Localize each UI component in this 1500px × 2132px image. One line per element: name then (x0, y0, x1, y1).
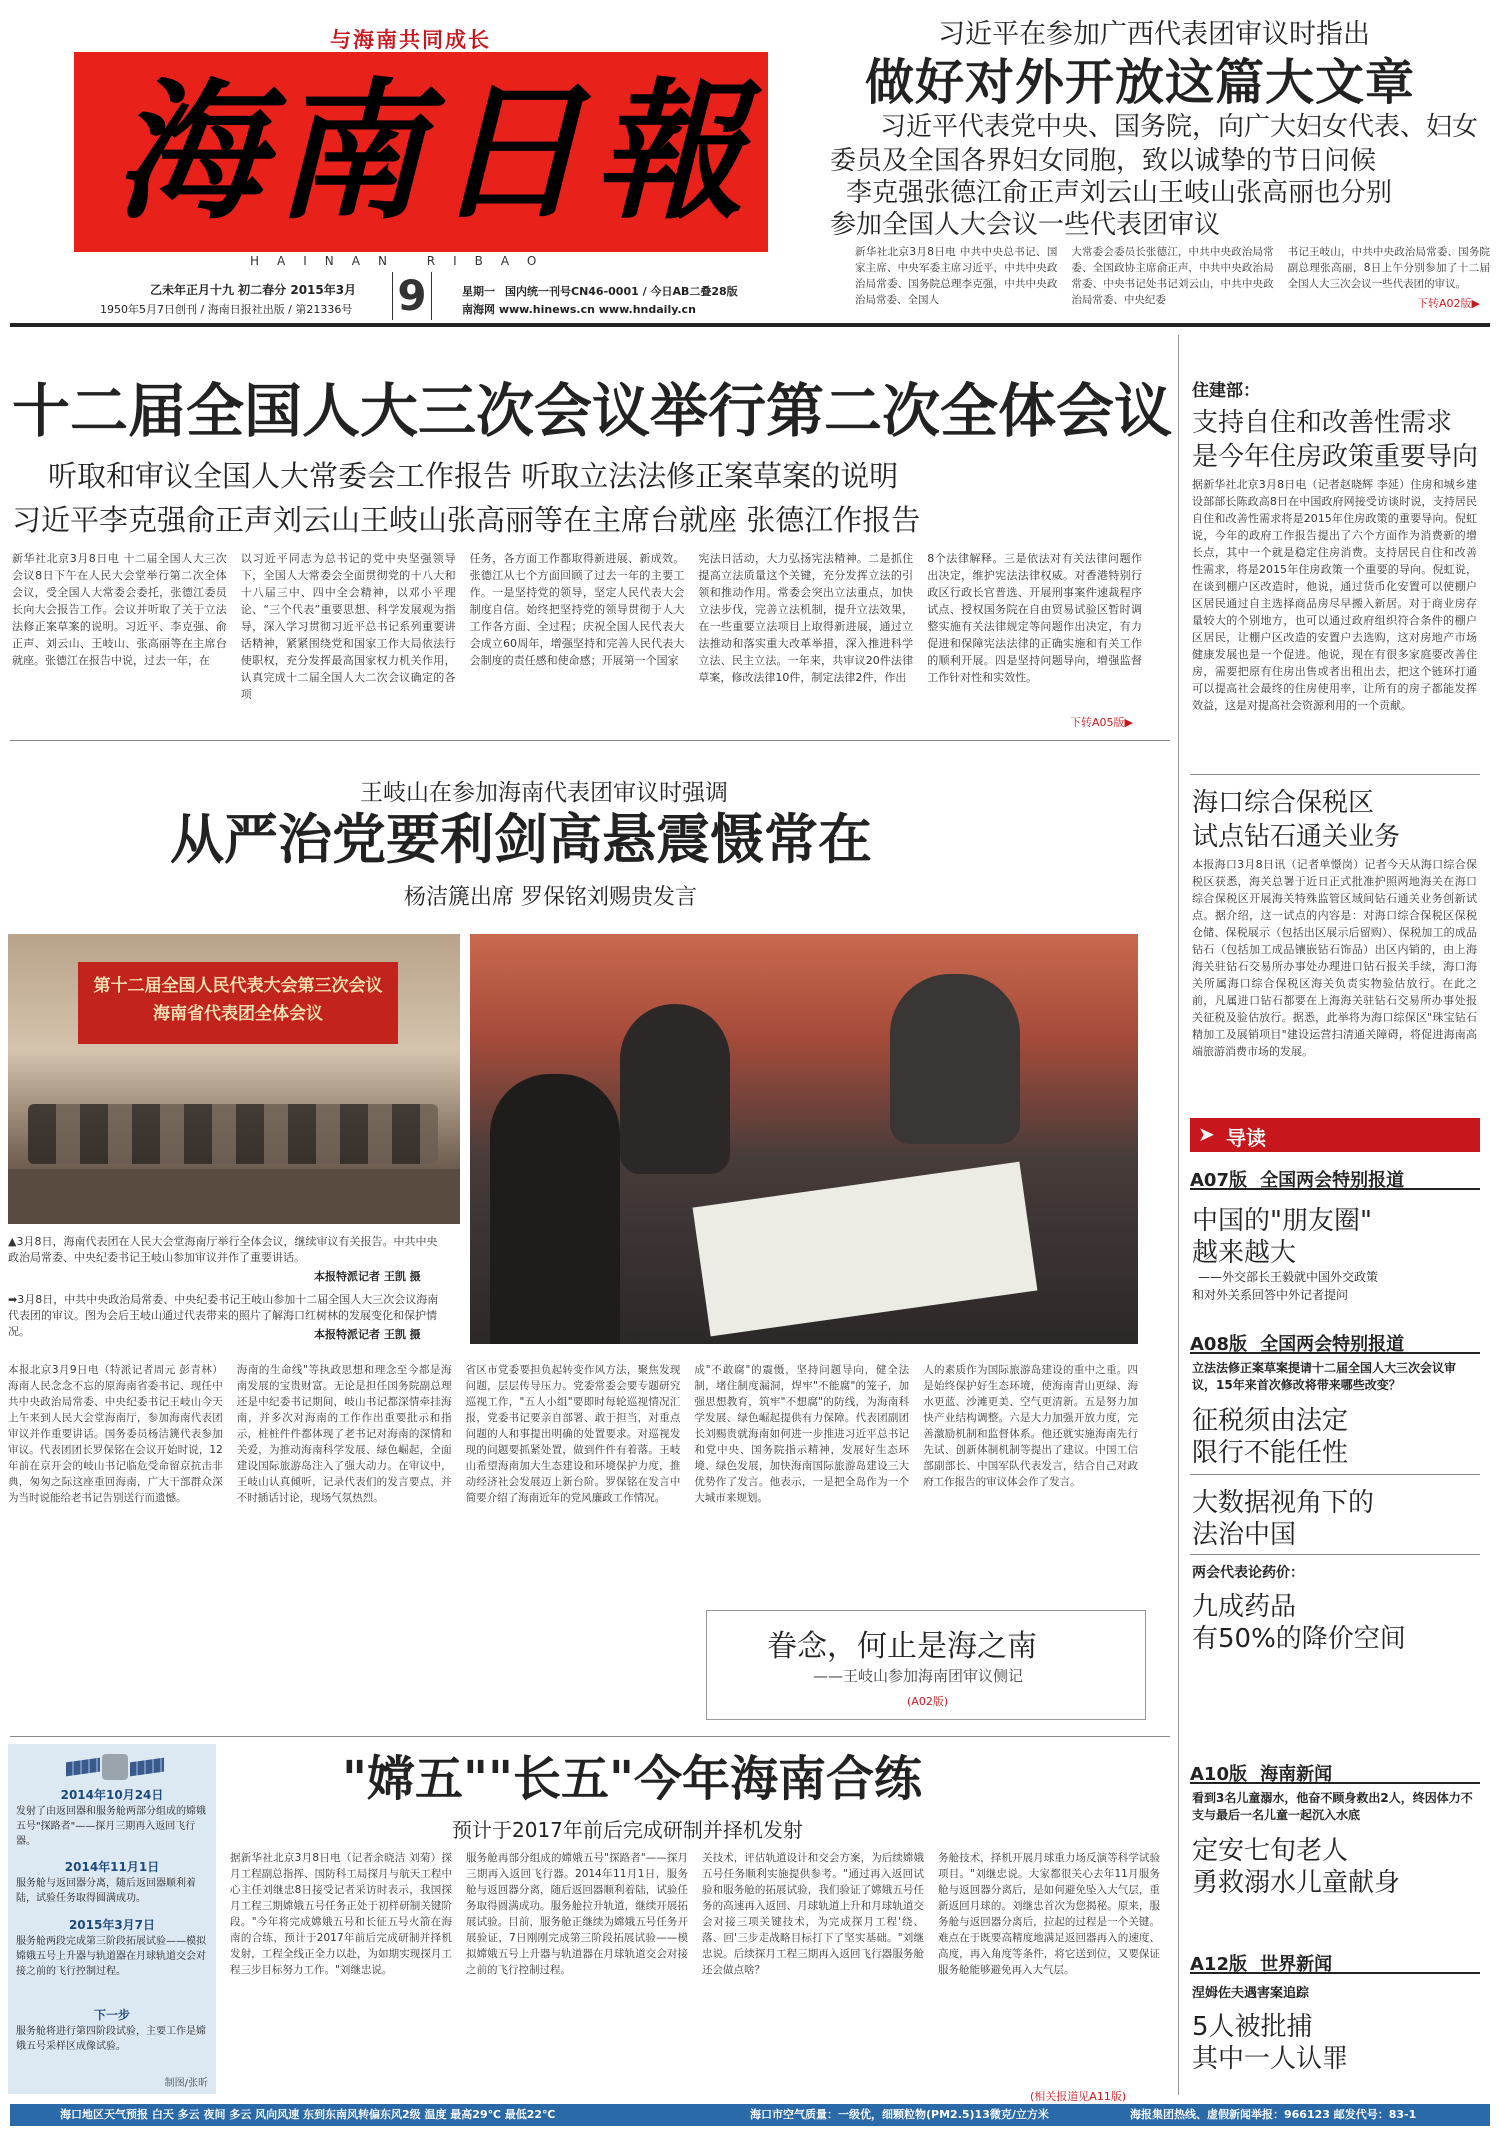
wang-photo (470, 934, 1138, 1344)
main-story-sub1: 听取和审议全国人大常委会工作报告 听取立法法修正案草案的说明 (48, 459, 899, 493)
main-story-col: 新华社北京3月8日电 十二届全国人大三次会议8日下午在人民大会堂举行第二次全体会议，受全国人大常委会委托，张德江委员长向大会报告工作。会议并听取了关于立法法修正案草案的说明。习近平、李克强、俞正声、刘云山、王岐山、张高丽等在主席台就座。张德江在报告中说，过去一年，在 (12, 552, 227, 667)
wang-photo-figure (490, 1074, 620, 1344)
footer-bar (10, 2104, 1490, 2126)
wang-story (0, 740, 1178, 1730)
timeline-next-label: 下一步 (93, 2008, 130, 2022)
wang-photo-figure (890, 974, 1020, 1144)
timeline-credit: 制图/张昕 (164, 2078, 208, 2089)
guide-a10-bar (1190, 1760, 1480, 1784)
wang-story-col: 海南的生命线"等执政思想和理念至今都是海南发展的宝贵财富。无论是担任国务院副总理还是中纪委书记期间，岐山书记都深情牵挂海南，并多次对海南的工作作出重要批示和指示，桩桩件件都体现了老书记对海南的深情和关爱，为推动海南科学发展、绿色崛起，全面建设国际旅游岛注入了强大动力。在审议中，王岐山认真倾听，记录代表们的发言要点，并不时插话讨论，现场气氛热烈。 (236, 1364, 452, 1504)
top-story-col: 新华社北京3月8日电 中共中央总书记、国家主席、中央军委主席习近平，中共中央政治局常委、国务院总理李克强，中共中央政治局常委、全国人 (855, 246, 1058, 306)
timeline-text-1: 发射了由返回器和服务舱两部分组成的嫦娥五号"探路者"——探月三期再入返回飞行器。 (16, 1806, 206, 1847)
guide-drug-headline-1: 九成药品 (1192, 1592, 1297, 1622)
top-story-jump[interactable]: 下转A02版▶ (1417, 297, 1480, 310)
main-story (0, 330, 1180, 730)
guide-a07-bar (1190, 1166, 1480, 1190)
guide-a07-headline-1: 中国的"朋友圈" (1192, 1206, 1372, 1236)
bonded-headline-1: 海口综合保税区 (1192, 788, 1375, 818)
footer-weather: 海口地区天气预报 白天 多云 夜间 多云 风向风速 东到东南风转偏东风2级 温度 最高29℃ 最低22℃ (60, 2108, 556, 2121)
meeting-photo-caption: ▲3月8日，海南代表团在人民大会堂海南厅举行全体会议，继续审议有关报告。中共中央政治局常委、中央纪委书记王岐山参加审议并作了重要讲话。 (8, 1235, 438, 1264)
masthead-logo-title: 海南日報 (114, 64, 755, 240)
pullquote[interactable] (706, 1610, 1146, 1720)
guide-drug-headline-2: 有50%的降价空间 (1192, 1624, 1406, 1654)
top-story-headline: 做好对外开放这篇大文章 (865, 54, 1416, 111)
guide-a08-headline-1: 征税须由法定 (1192, 1406, 1349, 1436)
timeline-next-text: 服务舱将进行第四阶段试验，主要工作是嫦娥五号采样区成像试验。 (16, 2026, 206, 2052)
masthead-day: 9 (392, 272, 432, 320)
top-story-col: 大常委会委员长张德江，中共中央政治局常委、全国政协主席俞正声，中共中央政治局常委、中央书记处书记刘云山，中共中央政治局常委、中央纪委 (1071, 246, 1274, 306)
wang-story-col: 成"不敢腐"的震慑，坚持问题导向，健全法制，堵住制度漏洞，焊牢"不能腐"的笼子，加强思想教育，筑牢"不想腐"的防线，为海南科学发展、绿色崛起提供有力保障。代表团副团长刘赐贵就海南如何进一步推进习近平总书记和党中央、国务院指示精神，发展好生态环境、绿色发展，加快海南国际旅游岛建设三大优势作了发言。他表示，一是把全岛作为一个大城市来规划。 (694, 1364, 910, 1504)
masthead-website: 南海网 www.hinews.cn www.hndaily.cn (462, 303, 696, 316)
masthead-lunar-date: 乙未年正月十九 初二春分 2015年3月 (150, 283, 357, 297)
column-rule (1178, 335, 1179, 2095)
guide-a08-tag: A08版 (1190, 1334, 1247, 1355)
bonded-body: 本报海口3月8日讯（记者单憬岗）记者今天从海口综合保税区获悉，海关总署于近日正式批准护照两地海关在海口综合保税区开展海关特殊监管区域间钻石通关业务创新试点。据介绍，这一试点的内容是：对海口综合保税区保税仓储、保税展示（包括出区展示后留购）、保税加工的成品钻石（包括加工成品镶嵌钻石饰品）出区内销的，由上海海关驻钻石交易所办事处办理进口钻石报关手续，海口海关所属海口综合保税区海关负责实物验估放行。在此之前，凡属进口钻石都要在上海海关驻钻石交易所办事处报关征税及验估放行。据悉，此举将为海口综保区"珠宝钻石精加工及展销项目"建设运营扫清通关障碍，将促进海南高端旅游消费市场的发展。 (1192, 858, 1477, 1058)
housing-kicker: 住建部： (1192, 381, 1260, 401)
housing-body: 据新华社北京3月8日电（记者赵晓辉 李延）住房和城乡建设部部长陈政高8日在中国政府网接受访谈时说，支持居民自住和改善性需求将是2015年住房政策的重要导向。倪虹说，今年的政府工作报告提出了六个方面作为消费新的增长点，其中一个就是稳定住房消费。支持居民自住和改善性需求，将是2015年住房政策一个重要的导向。倪虹说，在谈到棚户区改造时，他说，通过货币化安置可以使棚户区居民通过自主选择商品房尽早搬入新居。对于商业房存量较大的个别地方，也可以通过政府组织符合条件的棚户区居民，让棚户区改造的安置户去选购，这对房地产市场健康发展也是一个促进。他说，现在有很多家庭要改善住房，需要把原有住房出售或者出租出去，把这个链环打通可以提高社会最终的住房使用率，让所有的房子都能发挥效益，这是对提高社会资源利用的一个贡献。 (1192, 478, 1477, 712)
guide-a07-sub-2: 和对外关系回答中外记者提问 (1192, 1288, 1349, 1302)
right-rule (1190, 774, 1480, 775)
wang-story-col: 省区市党委要担负起转变作风方法，聚焦发现问题，层层传导压力。党委常委会要专题研究巡视工作，"五人小组"要即时每轮巡视情况汇报，党委书记要亲自部署、敢于担当，对重点问题的人和事提出明确的处置要求。对巡视发现的问题要抓紧处置，做到件件有着落。王岐山希望海南加大生态建设和环境保护力度，推动经济社会发展迈上新台阶。罗保铭在发言中简要介绍了海南近年的党风廉政工作情况。 (465, 1364, 681, 1504)
timeline-date-2: 2014年11月1日 (64, 1860, 160, 1874)
top-story-body (855, 244, 1490, 310)
guide-a12-headline-1: 5人被批捕 (1192, 2012, 1313, 2042)
main-story-col: 8个法律解释。三是依法对有关法律问题作出决定，维护宪法法律权威。对香港特别行政区行政长官普选、开展刑事案件速裁程序试点、授权国务院在自由贸易试验区暂时调整实施有关法律规定等问题作出决定，有力促进和保障宪法法律的正确实施和有关工作的顺利开展。四是坚持问题导向，增强监督工作针对性和实效性。 (927, 552, 1142, 684)
portrait-photo-caption: ➡3月8日，中共中央政治局常委、中央纪委书记王岐山参加十二届全国人大三次会议海南代表团的审议。图为会后王岐山通过代表带来的照片了解海口红树林的发展变化和保护情况。 (8, 1293, 439, 1338)
guide-a12-headline-2: 其中一人认罪 (1192, 2044, 1349, 2074)
footer-hotline: 海报集团热线、虚假新闻举报：966123 邮发代号：83-1 (1130, 2108, 1417, 2121)
wang-photo-paper (693, 1162, 1038, 1337)
footer-air: 海口市空气质量：一级优，细颗粒物(PM2.5)13微克/立方米 (750, 2108, 1049, 2121)
portrait-photo-credit: 本报特派记者 王凯 摄 (314, 1328, 421, 1341)
main-story-sub2: 习近平李克强俞正声刘云山王岐山张高丽等在主席台就座 张德江作报告 (12, 503, 921, 537)
main-story-col: 宪法日活动，大力弘扬宪法精神。二是抓住提高立法质量这个关键，充分发挥立法的引领和推动作用。常委会突出立法重点，加快立法步伐，完善立法机制，提升立法效果，在一些重要立法项目上取得新进展，通过立法推动和落实重大改革举措，深入推进科学立法、民主立法。一年来，共审议20件法律草案，修改法律10件，制定法律2件，作出 (698, 552, 914, 684)
top-story-col: 书记王岐山，中共中央政治局常委、国务院副总理张高丽，8日上午分别参加了十二届全国人大三次会议一些代表团的审议。 (1287, 246, 1490, 290)
masthead-logo-box (74, 52, 768, 252)
masthead-weekday: 星期一 (462, 285, 495, 298)
satellite-icon (66, 1750, 166, 1782)
wang-story-col: 人的素质作为国际旅游岛建设的重中之重。四是始终保护好生态环境，使海南青山更绿、海水更蓝、沙滩更美、空气更清新。五是努力加快产业结构调整。六是大力加强开放力度，完善激励机制和监督体系。他还就实施海南先行先试、创新体制机制等提出了建议。中国工信部副部长、中国军队代表发言，结合自己对政府工作报告的审议体会作了发言。 (923, 1364, 1138, 1488)
masthead-founded: 1950年5月7日创刊 / 海南日报社出版 / 第21336号 (100, 303, 353, 316)
top-story-sub1: 习近平代表党中央、国务院，向广大妇女代表、妇女 (880, 112, 1479, 142)
arrow-icon: ➤ (1198, 1122, 1215, 1146)
space-story-col: 据新华社北京3月8日电（记者余晓洁 刘菊）探月工程副总指挥、国防科工局探月与航天工程中心主任刘继忠8日接受记者采访时表示，我国探月工程三期嫦娥五号任务正处于初样研制关键阶段。"今年将完成嫦娥五号和长征五号火箭在海南的合练，预计于2017年前后完成研制并择机发射，工程全线正全力以赴，为如期实现探月工程三步目标努力工作。"刘继忠说。 (230, 1852, 452, 1976)
section-rule (10, 1736, 1170, 1737)
space-story-jump[interactable]: (相关报道见A11版) (1030, 2090, 1127, 2103)
meeting-photo-table (8, 1169, 460, 1224)
guide-a10-kicker: 看到3名儿童溺水，他奋不顾身救出2人，终因体力不支与最后一名儿童一起沉入水底 (1192, 1791, 1473, 1822)
space-story-col: 务舱技术，择机开展月球重力场反演等科学试验项目。"刘继忠说。大家都很关心去年11月服务舱与返回器分离后，是如何避免坠入大气层，重新返回月球的。刘继忠首次为您揭秘。原来，服务舱与返回器分离后，拉起的过程是一个关键。难点在于既要高精度地满足返回器再入的速度、高度，再入角度等条件，将它送到位，又要保证服务舱能够避免再入大气层。 (938, 1852, 1160, 1976)
banner-line-2: 海南省代表团全体会议 (153, 1004, 323, 1024)
guide-a07-headline-2: 越来越大 (1192, 1238, 1297, 1268)
housing-headline-2: 是今年住房政策重要导向 (1192, 442, 1479, 472)
meeting-photo-credit: 本报特派记者 王凯 摄 (314, 1270, 421, 1283)
guide-a08-headline-2: 限行不能任性 (1192, 1438, 1349, 1468)
guide-a07[interactable] (1190, 1166, 1480, 1316)
main-story-headline: 十二届全国人大三次会议举行第二次全体会议 (12, 377, 1173, 445)
timeline-date-3: 2015年3月7日 (68, 1918, 156, 1932)
top-story-sub2: 委员及全国各界妇女同胞，致以诚挚的节日问候 (830, 146, 1377, 176)
wang-story-sub: 杨洁篪出席 罗保铭刘赐贵发言 (404, 885, 697, 910)
timeline-date-1: 2014年10月24日 (60, 1788, 164, 1802)
guide-a12-section: 世界新闻 (1260, 1954, 1333, 1975)
guide-rule (1190, 1554, 1480, 1555)
masthead-issn: 国内统一刊号CN46-0001 / 今日AB二叠28版 (505, 285, 738, 298)
pullquote-sub: ——王岐山参加海南团审议侧记 (813, 1667, 1024, 1685)
guide-a08-section: 全国两会特别报道 (1260, 1334, 1405, 1355)
guide-a12-kicker: 涅姆佐夫遇害案追踪 (1192, 1986, 1310, 2001)
right-column (1190, 330, 1490, 2100)
space-story (0, 1738, 1178, 2103)
guide-a10-headline-2: 勇救溺水儿童献身 (1192, 1868, 1401, 1898)
meeting-photo-people (28, 1104, 438, 1164)
guide-a08-bar (1190, 1330, 1480, 1354)
wang-story-headline: 从严治党要利剑高悬震慑常在 (170, 808, 872, 871)
masthead-rule (10, 323, 1490, 327)
guide-a08[interactable] (1190, 1330, 1480, 1670)
space-story-col: 服务舱再部分组成的嫦娥五号"探路者"——探月三期再入返回飞行器。2014年11月1日，服务舱与返回器分离，随后返回器顺利着陆，试验任务取得圆满成功。服务舱拉升轨道，继续开展拓展试验。目前，服务舱正继续为嫦娥五号任务开展验证，7日刚刚完成第三阶段拓展试验——模拟嫦娥五号上升器与轨道器在月球轨道交会对接之前的飞行控制过程。 (466, 1852, 688, 1976)
timeline-box (8, 1744, 216, 2094)
guide-a12-bar (1190, 1950, 1480, 1974)
wang-story-col: 本报北京3月9日电（特派记者周元 彭青林）海南人民念念不忘的原海南省委书记、现任中共中央政治局常委、中央纪委书记王岐山今天上午来到人民大会堂海南厅，参加海南代表团审议并作重要讲话。国务委员杨洁篪代表参加审议。代表团团长罗保铭在会议开始时说，12年前在京开会的岐山书记临危受命留京抗击非典，匆匆之际这座重回海南，广大干部群众深为当时说能给老书记告别送行而遗憾。 (8, 1364, 223, 1504)
guide-a07-section: 全国两会特别报道 (1260, 1170, 1405, 1191)
guide-a07-tag: A07版 (1190, 1170, 1247, 1191)
pullquote-ref: (A02版) (907, 1695, 949, 1708)
guide-rule (1190, 1474, 1480, 1475)
space-story-headline: "嫦五""长五"今年海南合练 (342, 1751, 923, 1807)
housing-headline-1: 支持自住和改善性需求 (1192, 408, 1453, 438)
top-story-sub4: 参加全国人大会议一些代表团审议 (830, 210, 1221, 240)
guide-a07-sub-1: ——外交部长王毅就中国外交政策 (1198, 1270, 1379, 1284)
masthead-pinyin: HAINAN RIBAO (250, 254, 555, 268)
wang-photo-figure (620, 1004, 730, 1174)
space-story-col: 关技术，评估轨道设计和交会方案，为后续嫦娥五号任务顺利实施提供参考。"通过再入返回试验和服务舱的拓展试验，我们验证了嫦娥五号任务的高速再入返回、月球轨道上升和月球轨道交会对接三项关键技术，为完成探月工程'绕、落、回'三步走战略目标打下了坚实基础。"刘继忠说。后续探月工程三期再入返回飞行器服务舱还会做点啥？ (702, 1852, 924, 1976)
top-story-sub3: 李克强张德江俞正声刘云山王岐山张高丽也分别 (846, 178, 1393, 208)
guide-a10[interactable] (1190, 1760, 1480, 1920)
top-story (830, 0, 1490, 320)
top-story-kicker: 习近平在参加广西代表团审议时指出 (938, 19, 1370, 50)
banner-line-1: 第十二届全国人民代表大会第三次会议 (93, 976, 383, 996)
main-story-col: 任务，各方面工作都取得新进展、新成效。张德江从七个方面回顾了过去一年的主要工作。一是坚持党的领导，坚定人民代表大会制度自信。始终把坚持党的领导贯彻于人大工作各方面、全过程；庆祝全国人民代表大会成立60周年，增强坚持和完善人民代表大会制度的责任感和使命感；开展第一个国家 (469, 552, 685, 667)
meeting-photo (8, 934, 460, 1224)
timeline-text-3: 服务舱两段完成第三阶段拓展试验——模拟嫦娥五号上升器与轨道器在月球轨道交会对接之前的飞行控制过程。 (16, 1936, 206, 1977)
main-story-body (12, 550, 1142, 720)
main-story-col: 以习近平同志为总书记的党中央坚强领导下，全国人大常委会全面贯彻党的十八大和十八届三中、四中全会精神，以邓小平理论、“三个代表”重要思想、科学发展观为指导，深入学习贯彻习近平总书记系列重要讲话精神，紧紧围绕党和国家工作大局依法行使职权，充分发挥最高国家权力机关作用，认真完成十二届全国人大二次会议确定的各项 (240, 552, 456, 701)
guide-bigdata-headline-1: 大数据视角下的 (1192, 1488, 1375, 1518)
space-story-sub: 预计于2017年前后完成研制并择机发射 (452, 1818, 803, 1842)
guide-drug-kicker: 两会代表论药价： (1192, 1565, 1304, 1581)
main-story-jump[interactable]: 下转A05版▶ (1070, 716, 1133, 729)
guide-bigdata-headline-2: 法治中国 (1192, 1520, 1297, 1550)
guide-a10-section: 海南新闻 (1260, 1764, 1333, 1785)
bonded-headline-2: 试点钻石通关业务 (1192, 822, 1401, 852)
guide-a12[interactable] (1190, 1950, 1480, 2090)
guide-a08-kicker: 立法法修正案草案提请十二届全国人大三次会议审议，15年来首次修改将带来哪些改变？ (1192, 1361, 1457, 1392)
meeting-photo-banner (78, 962, 398, 1044)
wang-story-kicker: 王岐山在参加海南代表团审议时强调 (360, 780, 728, 806)
space-story-body (230, 1850, 1160, 2088)
pullquote-title: 眷念，何止是海之南 (767, 1629, 1037, 1664)
timeline-text-2: 服务舱与返回器分离，随后返回器顺利着陆，试验任务取得圆满成功。 (16, 1878, 196, 1904)
guide-a10-headline-1: 定安七旬老人 (1192, 1836, 1349, 1866)
guide-a10-tag: A10版 (1190, 1764, 1247, 1785)
masthead-slogan: 与海南共同成长 (330, 28, 491, 52)
guide-header (1190, 1118, 1480, 1152)
masthead (0, 0, 820, 322)
guide-title: 导读 (1226, 1126, 1266, 1150)
guide-a12-tag: A12版 (1190, 1954, 1247, 1975)
